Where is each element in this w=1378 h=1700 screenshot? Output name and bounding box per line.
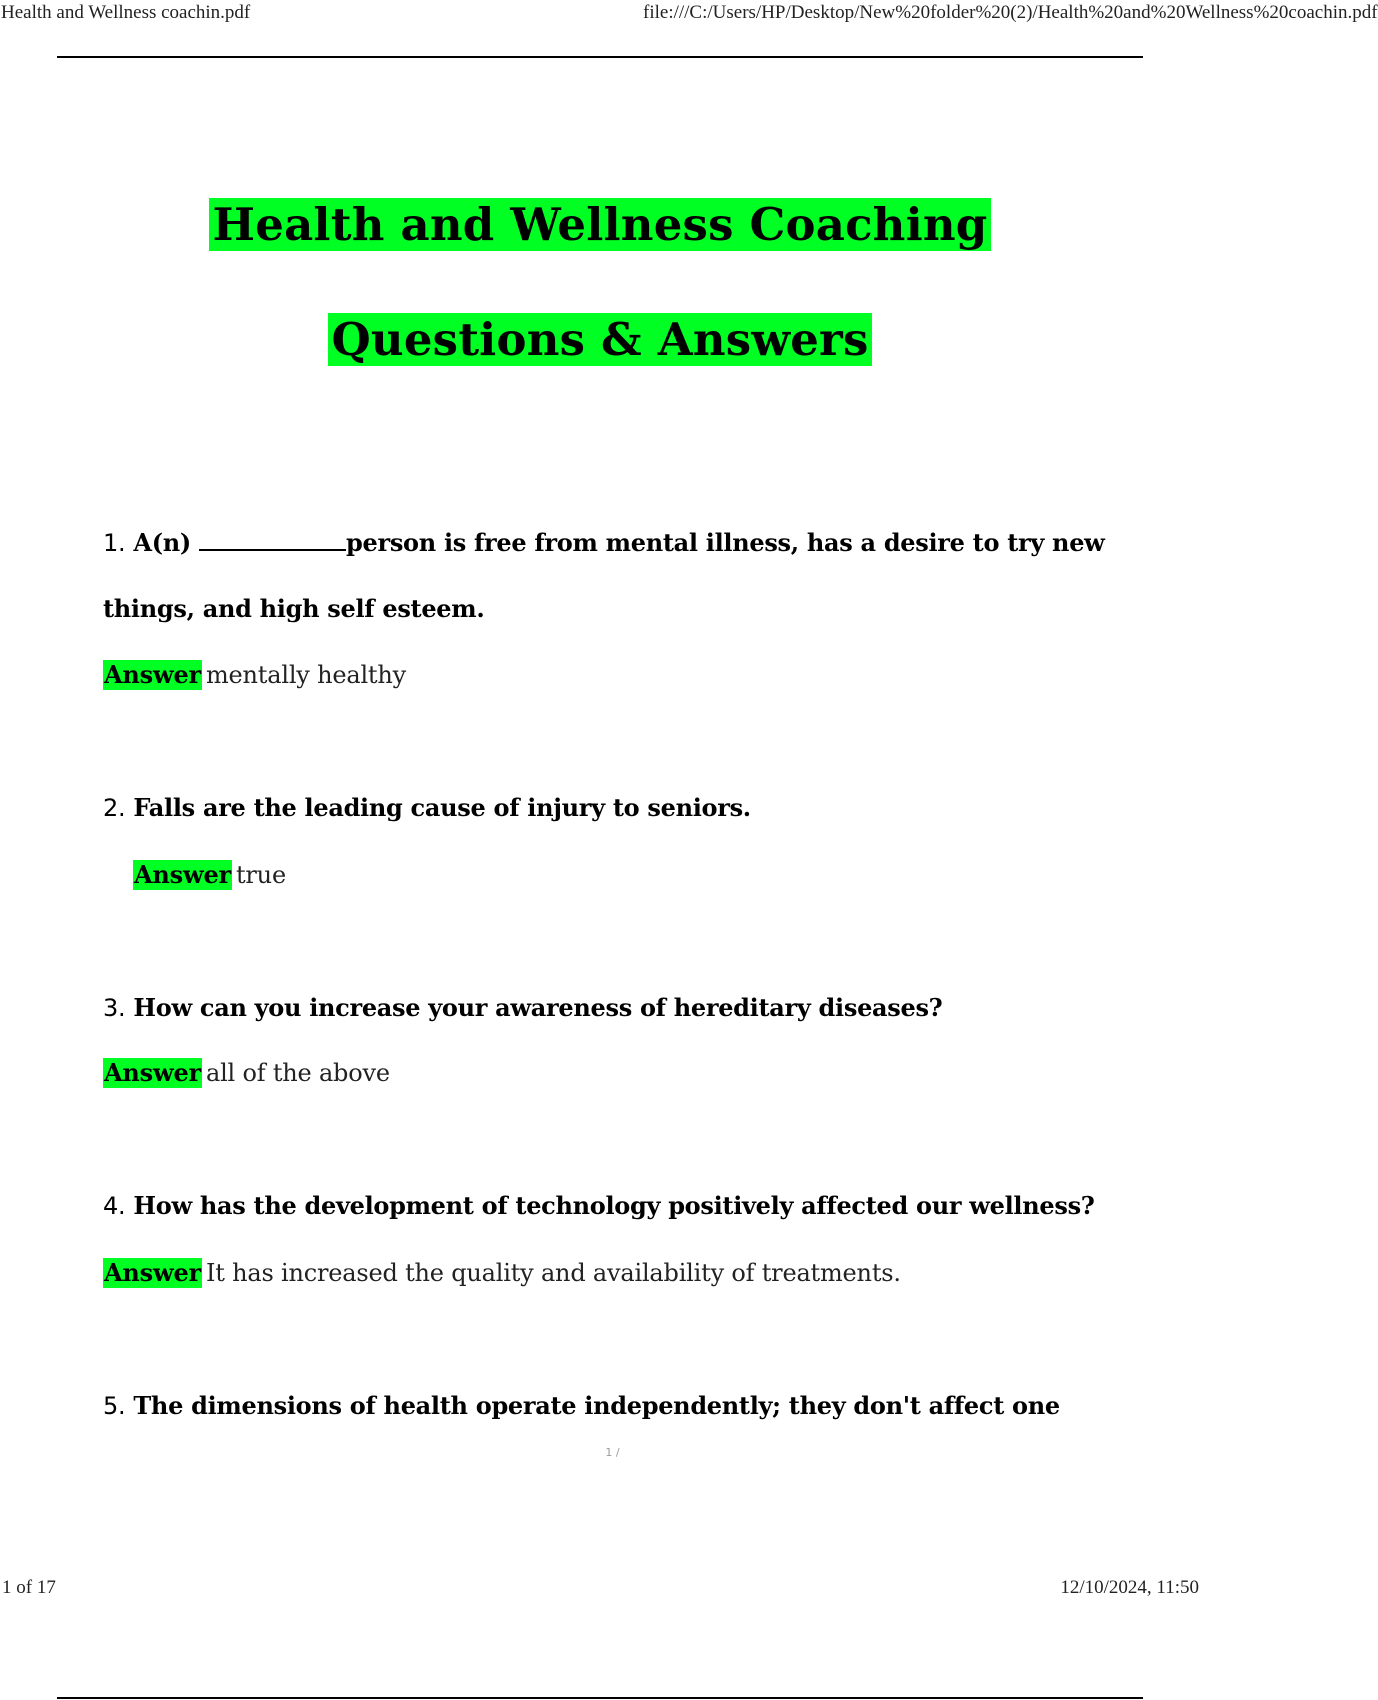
answer-1 (103, 658, 406, 692)
answer-text: all of the above (205, 1059, 390, 1087)
question-number: 4. (103, 1192, 126, 1220)
answer-label: Answer (134, 860, 231, 889)
answer-text: mentally healthy (205, 661, 406, 689)
question-5 (103, 1373, 1113, 1439)
title-line-1: Health and Wellness Coaching (209, 198, 992, 251)
document-title (0, 196, 1200, 254)
answer-text: true (235, 861, 286, 889)
question-text: How can you increase your awareness of hereditary diseases? (133, 993, 943, 1022)
question-text-after-blank: person is free from mental illness, has a desire to try new things, and high self esteem. (103, 528, 1105, 623)
question-text: How has the development of technology positively affected our wellness? (133, 1191, 1095, 1220)
answer-label: Answer (104, 660, 201, 689)
document-url: file:///C:/Users/HP/Desktop/New%20folder%20(2)/Health%20and%20Wellness%20coachin.pdf (643, 2, 1378, 23)
header-divider (57, 56, 1143, 58)
answer-4 (103, 1256, 901, 1290)
answer-text: It has increased the quality and availability of treatments. (205, 1259, 901, 1287)
question-4 (103, 1173, 1113, 1239)
print-date-time: 12/10/2024, 11:50 (1060, 1577, 1199, 1598)
question-1 (103, 510, 1113, 642)
question-text: The dimensions of health operate independently; they don't affect one (133, 1391, 1060, 1420)
print-header (0, 2, 1378, 26)
page-count: 1 of 17 (2, 1577, 56, 1598)
fill-in-blank (199, 531, 346, 551)
footer-divider (57, 1697, 1143, 1699)
question-2 (103, 775, 1113, 841)
print-footer (0, 1577, 1200, 1601)
answer-2 (133, 858, 286, 892)
page-number-mark: 1 / (605, 1446, 620, 1459)
question-number: 5. (103, 1392, 126, 1420)
question-number: 1. (103, 529, 126, 557)
question-number: 2. (103, 794, 126, 822)
answer-3 (103, 1056, 390, 1090)
title-line-2: Questions & Answers (328, 313, 873, 366)
question-text-before-blank: A(n) (133, 528, 191, 557)
question-text: Falls are the leading cause of injury to seniors. (133, 793, 751, 822)
answer-label: Answer (104, 1258, 201, 1287)
question-3 (103, 975, 1113, 1041)
question-number: 3. (103, 994, 126, 1022)
answer-label: Answer (104, 1058, 201, 1087)
document-name: Health and Wellness coachin.pdf (1, 2, 251, 23)
document-subtitle (0, 311, 1200, 369)
